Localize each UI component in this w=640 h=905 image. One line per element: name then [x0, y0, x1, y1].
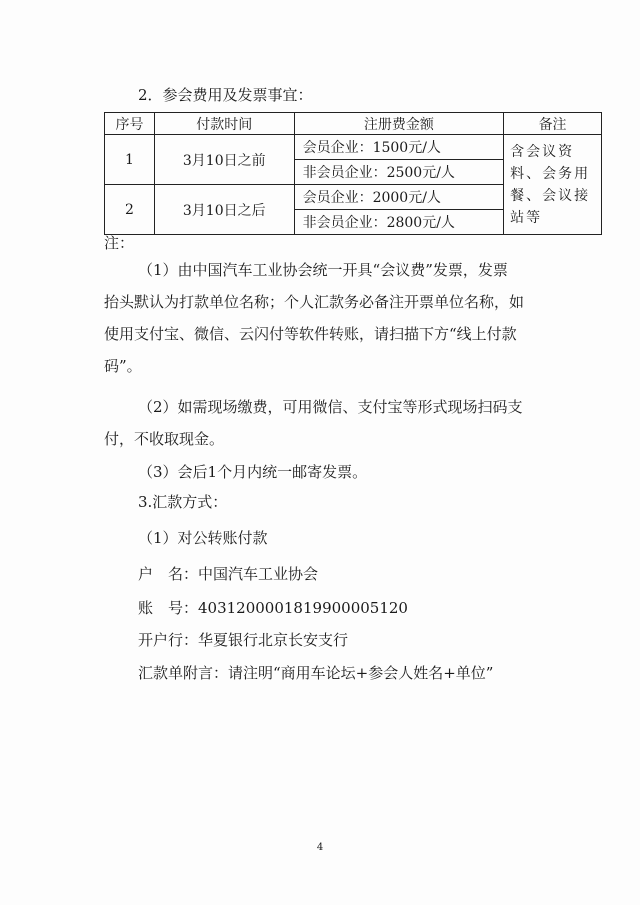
section3-title: 3.汇款方式：: [138, 493, 228, 511]
note1-line2: 抬头默认为打款单位名称；个人汇款务必备注开票单位名称，如: [104, 293, 525, 311]
table-row: [105, 135, 602, 160]
note2-line1: （2）如需现场缴费，可用微信、支付宝等形式现场扫码支: [138, 398, 523, 416]
bank-name: 开户行：华夏银行北京长安支行: [138, 631, 349, 649]
row1-fee-nonmember: 非会员企业：2500元/人: [294, 160, 504, 185]
note1-line1: （1）由中国汽车工业协会统一开具“会议费”发票，发票: [138, 261, 508, 279]
header-no: 序号: [105, 113, 155, 135]
remittance-memo: 汇款单附言：请注明“商用车论坛+参会人姓名+单位”: [138, 664, 494, 682]
remark-cell: 含会议资料、会务用餐、会议接站等: [504, 135, 602, 235]
header-fee: 注册费金额: [294, 113, 504, 135]
header-remark: 备注: [504, 113, 602, 135]
notes-heading: 注：: [104, 234, 135, 252]
row2-fee-member: 会员企业：2000元/人: [294, 185, 504, 210]
note2-line2: 付，不收取现金。: [104, 430, 225, 448]
table-header-row: [105, 113, 602, 135]
account-name: 户 名：中国汽车工业协会: [138, 565, 319, 583]
row2-time: 3月10日之后: [154, 185, 294, 235]
note1-line3: 使用支付宝、微信、云闪付等软件转账，请扫描下方“线上付款: [104, 325, 517, 343]
row1-fee-member: 会员企业：1500元/人: [294, 135, 504, 160]
row1-no: 1: [105, 135, 155, 185]
row1-time: 3月10日之前: [154, 135, 294, 185]
fee-table: [104, 112, 602, 235]
row2-no: 2: [105, 185, 155, 235]
page-number: 4: [316, 842, 324, 853]
payment-method: （1）对公转账付款: [138, 529, 268, 547]
note3: （3）会后1个月内统一邮寄发票。: [138, 463, 368, 481]
note1-line4: 码”。: [104, 357, 142, 375]
header-time: 付款时间: [154, 113, 294, 135]
section2-title: 2．参会费用及发票事宜：: [138, 86, 313, 104]
account-number: 账 号：40312000018199000051​20: [138, 599, 408, 617]
row2-fee-nonmember: 非会员企业：2800元/人: [294, 210, 504, 235]
